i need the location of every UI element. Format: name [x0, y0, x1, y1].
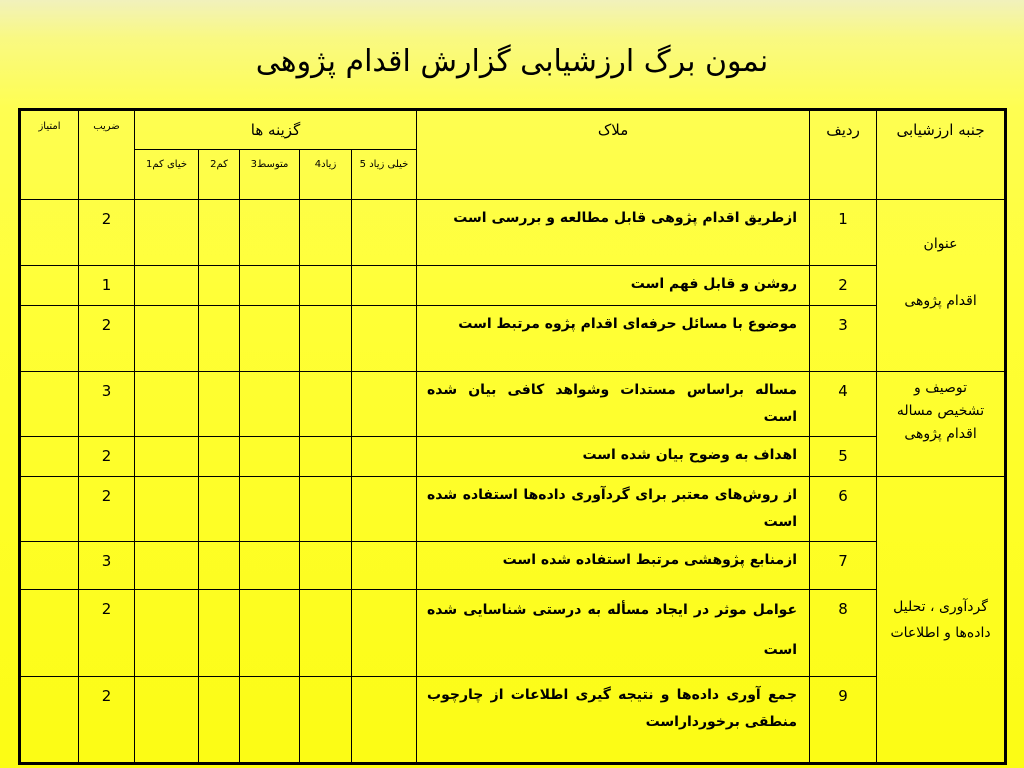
option-cell-low — [199, 677, 240, 764]
option-cell-low — [199, 372, 240, 437]
aspect-label-line: اقدام پژوهی — [904, 426, 977, 442]
table-row — [20, 372, 1006, 437]
option-cell-medium — [240, 542, 300, 590]
criterion-cell: روشن و قابل فهم است — [417, 266, 810, 306]
option-cell-high — [300, 590, 352, 677]
option-header-low: کم2 — [199, 150, 240, 200]
option-cell-medium — [240, 306, 300, 372]
criterion-cell: موضوع با مسائل حرفه‌ای اقدام پژوه مرتبط است — [417, 306, 810, 372]
coefficient-cell: 1 — [79, 266, 135, 306]
option-cell-very-high — [352, 200, 417, 266]
criterion-cell: ازطریق اقدام پژوهی قابل مطالعه و بررسی است — [417, 200, 810, 266]
row-number-cell: 8 — [810, 590, 877, 677]
option-cell-very-high — [352, 266, 417, 306]
option-cell-medium — [240, 437, 300, 477]
row-number-cell: 9 — [810, 677, 877, 764]
table-row — [20, 306, 1006, 372]
coefficient-cell: 3 — [79, 372, 135, 437]
aspect-label-line: اقدام پژوهی — [904, 293, 977, 309]
score-cell — [20, 437, 79, 477]
option-cell-low — [199, 306, 240, 372]
aspect-label-line: تشخیص مساله — [896, 403, 985, 419]
score-cell — [20, 477, 79, 542]
criterion-cell: مساله براساس مستدات وشواهد کافی بیان شده است — [417, 372, 810, 437]
option-cell-very-high — [352, 542, 417, 590]
criterion-cell: از روش‌های معتبر برای گردآوری داده‌ها استفاده شده است — [417, 477, 810, 542]
option-cell-high — [300, 200, 352, 266]
option-cell-medium — [240, 677, 300, 764]
score-cell — [20, 372, 79, 437]
slide-title: نمون برگ ارزشیابی گزارش اقدام پژوهی — [255, 44, 769, 79]
option-header-high: زیاد4 — [300, 150, 352, 200]
header-options: گزینه ها — [135, 110, 417, 150]
row-number-cell: 1 — [810, 200, 877, 266]
option-cell-very-low — [135, 437, 199, 477]
score-cell — [20, 677, 79, 764]
option-cell-low — [199, 542, 240, 590]
aspect-label-line: گردآوری ، تحلیل — [893, 598, 988, 615]
option-cell-high — [300, 437, 352, 477]
option-cell-medium — [240, 200, 300, 266]
evaluation-table — [18, 108, 1007, 765]
option-header-very-low: خیای کم1 — [135, 150, 199, 200]
coefficient-cell: 2 — [79, 306, 135, 372]
option-cell-very-high — [352, 372, 417, 437]
option-cell-very-low — [135, 542, 199, 590]
row-number-cell: 3 — [810, 306, 877, 372]
option-cell-very-low — [135, 200, 199, 266]
row-number-cell: 5 — [810, 437, 877, 477]
option-cell-medium — [240, 266, 300, 306]
option-cell-very-low — [135, 590, 199, 677]
option-cell-very-high — [352, 477, 417, 542]
table-row — [20, 200, 1006, 266]
option-cell-high — [300, 306, 352, 372]
option-cell-very-low — [135, 266, 199, 306]
criterion-cell: جمع آوری داده‌ها و نتیجه گیری اطلاعات از چارچوب منطقی برخورداراست — [417, 677, 810, 764]
option-cell-very-high — [352, 306, 417, 372]
row-number-cell: 6 — [810, 477, 877, 542]
table-row — [20, 590, 1006, 677]
option-cell-low — [199, 266, 240, 306]
criterion-cell: ازمنابع پژوهشی مرتبط استفاده شده است — [417, 542, 810, 590]
header-row-number: ردیف — [810, 110, 877, 200]
aspect-label-line: عنوان — [923, 236, 958, 252]
aspect-label-line: توصیف و — [914, 380, 967, 396]
table-row — [20, 542, 1006, 590]
option-header-very-high: خیلی زیاد 5 — [352, 150, 417, 200]
table-body — [20, 200, 1006, 764]
score-cell — [20, 590, 79, 677]
header-aspect: جنبه ارزشیابی — [877, 110, 1006, 200]
option-cell-low — [199, 477, 240, 542]
coefficient-cell: 2 — [79, 477, 135, 542]
table-row — [20, 437, 1006, 477]
option-cell-high — [300, 266, 352, 306]
coefficient-cell: 2 — [79, 200, 135, 266]
option-cell-very-low — [135, 677, 199, 764]
option-cell-medium — [240, 477, 300, 542]
option-cell-low — [199, 437, 240, 477]
coefficient-cell: 2 — [79, 437, 135, 477]
score-cell — [20, 306, 79, 372]
table-row — [20, 266, 1006, 306]
aspect-cell-title — [877, 200, 1006, 372]
option-cell-medium — [240, 590, 300, 677]
option-cell-medium — [240, 372, 300, 437]
option-header-medium: متوسط3 — [240, 150, 300, 200]
coefficient-cell: 2 — [79, 677, 135, 764]
table-header — [20, 110, 1006, 200]
row-number-cell: 7 — [810, 542, 877, 590]
aspect-cell-data-analysis — [877, 477, 1006, 764]
coefficient-cell: 2 — [79, 590, 135, 677]
option-cell-very-low — [135, 477, 199, 542]
score-cell — [20, 542, 79, 590]
option-cell-high — [300, 677, 352, 764]
option-cell-high — [300, 372, 352, 437]
criterion-cell: عوامل موثر در ایجاد مسأله به درستی شناسایی شده است — [417, 590, 810, 677]
header-score: امتیاز — [20, 110, 79, 200]
score-cell — [20, 266, 79, 306]
header-coefficient: ضریب — [79, 110, 135, 200]
aspect-cell-problem — [877, 372, 1006, 477]
option-cell-high — [300, 542, 352, 590]
header-criterion: ملاک — [417, 110, 810, 200]
table-row — [20, 677, 1006, 764]
score-cell — [20, 200, 79, 266]
option-cell-very-high — [352, 677, 417, 764]
option-cell-high — [300, 477, 352, 542]
table-row — [20, 477, 1006, 542]
option-cell-low — [199, 200, 240, 266]
row-number-cell: 4 — [810, 372, 877, 437]
option-cell-low — [199, 590, 240, 677]
coefficient-cell: 3 — [79, 542, 135, 590]
criterion-cell: اهداف به وضوح بیان شده است — [417, 437, 810, 477]
option-cell-very-low — [135, 306, 199, 372]
header-row — [20, 110, 1006, 150]
option-cell-very-high — [352, 590, 417, 677]
aspect-label-line: داده‌ها و اطلاعات — [890, 624, 991, 641]
option-cell-very-low — [135, 372, 199, 437]
row-number-cell: 2 — [810, 266, 877, 306]
option-cell-very-high — [352, 437, 417, 477]
